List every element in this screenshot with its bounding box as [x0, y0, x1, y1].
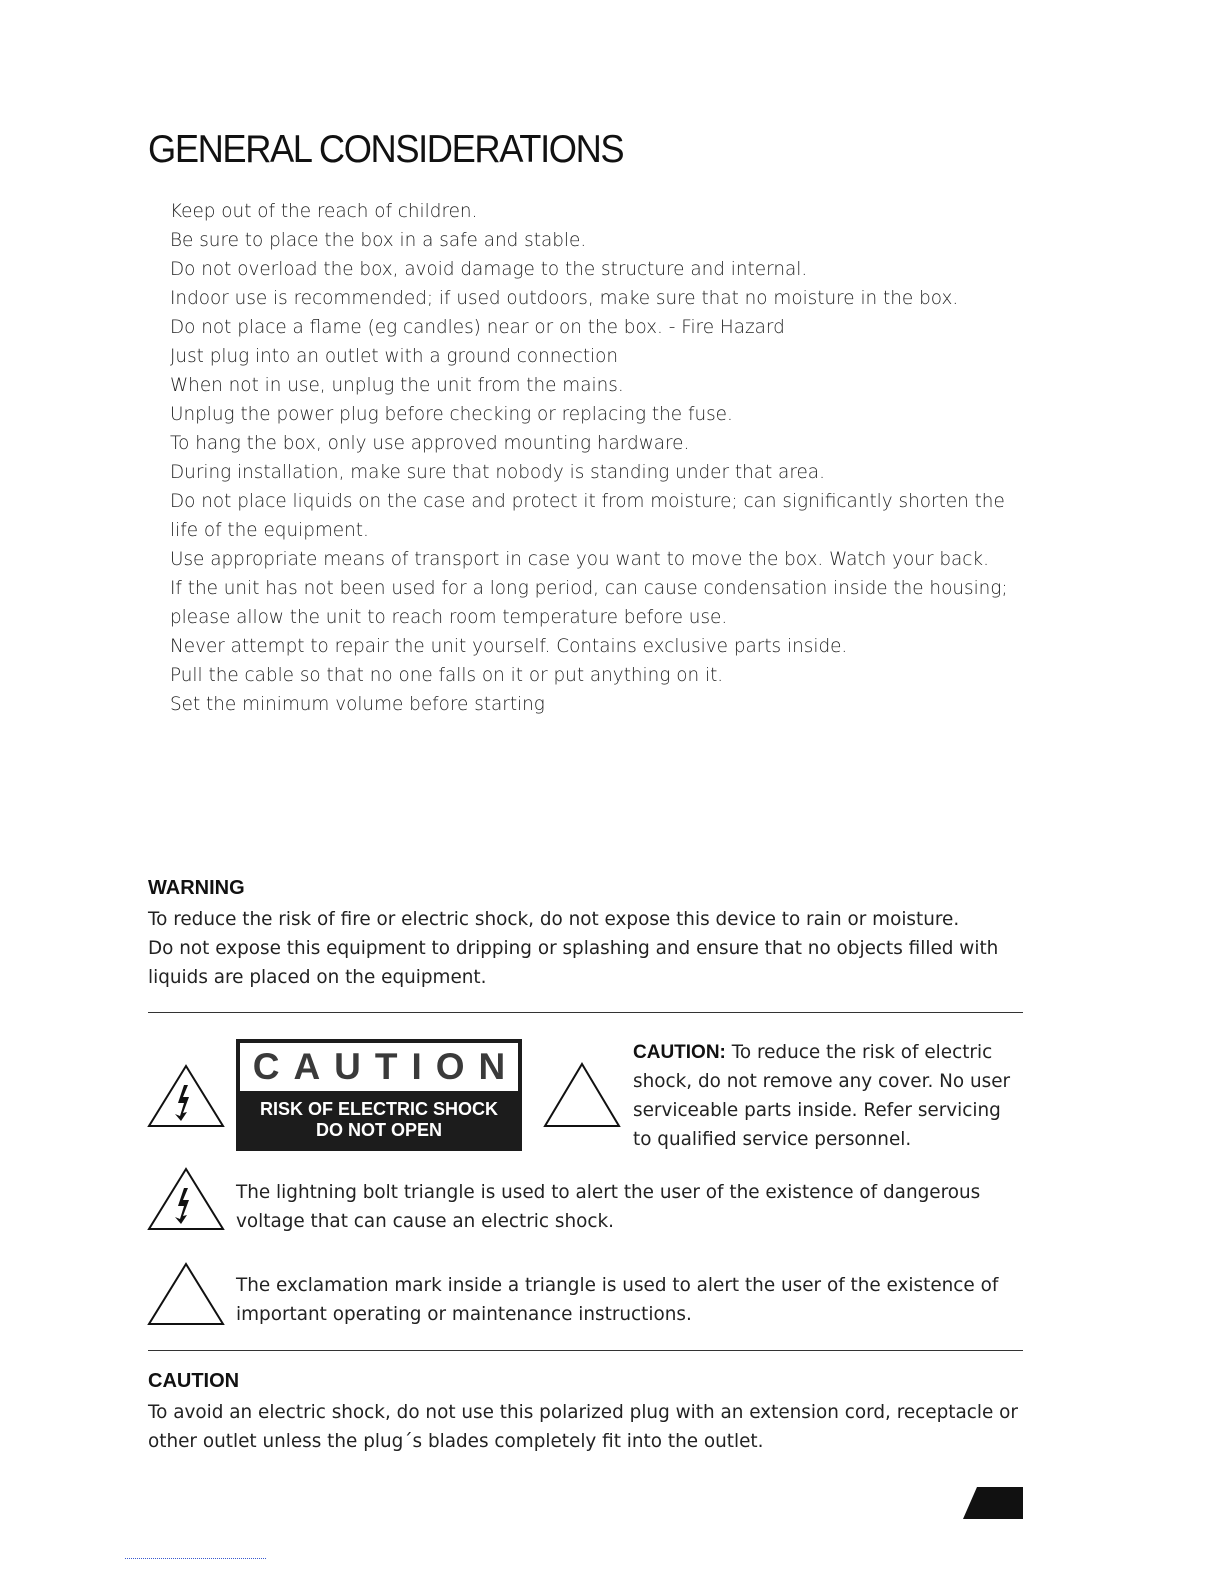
caution-side-bold: CAUTION:	[633, 1042, 726, 1063]
caution-label-header	[240, 1043, 518, 1091]
list-item: If the unit has not been used for a long period, can cause condensation inside the housing; please allow the unit to reach room temperature before use.	[170, 578, 1008, 628]
divider	[148, 1350, 1023, 1351]
lightning-triangle-icon	[147, 1063, 225, 1129]
list-item: Indoor use is recommended; if used outdoors, make sure that no moisture in the box.	[170, 288, 959, 309]
list-item: Be sure to place the box in a safe and stable.	[170, 230, 587, 251]
caution-label-subtitle	[236, 1099, 522, 1141]
list-item: When not in use, unplug the unit from the mains.	[170, 375, 624, 396]
caution-label	[236, 1039, 522, 1151]
list-item: Set the minimum volume before starting	[170, 694, 545, 715]
caution-side-text	[633, 1038, 1023, 1154]
caution-label-line-2: DO NOT OPEN	[315, 1120, 442, 1140]
caution-plug-text: To avoid an electric shock, do not use this polarized plug with an extension cord, receptacle or other outlet unless the plug´s blades completely fit into the outlet.	[148, 1402, 1018, 1452]
warning-text-1: To reduce the risk of fire or electric shock, do not expose this device to rain or moisture.	[148, 909, 960, 930]
caution-label-line-1: RISK OF ELECTRIC SHOCK	[259, 1099, 498, 1119]
considerations-list	[170, 197, 1040, 719]
list-item: Unplug the power plug before checking or replacing the fuse.	[170, 404, 733, 425]
list-item: Do not place liquids on the case and protect it from moisture; can significantly shorten the life of the equipment.	[170, 491, 1005, 541]
caution-heading: CAUTION	[148, 1370, 240, 1392]
list-item: Keep out of the reach of children.	[170, 201, 478, 222]
list-item: Do not overload the box, avoid damage to the structure and internal.	[170, 259, 808, 280]
exclamation-description: The exclamation mark inside a triangle is used to alert the user of the existence of important operating or maintenance instructions.	[236, 1275, 999, 1325]
warning-text-2: Do not expose this equipment to dripping or splashing and ensure that no objects filled with liquids are placed on the equipment.	[148, 938, 999, 988]
exclamation-triangle-icon	[542, 1061, 622, 1129]
lightning-description: The lightning bolt triangle is used to alert the user of the existence of dangerous voltage that can cause an electric shock.	[236, 1182, 981, 1232]
dotted-underline	[125, 1558, 266, 1559]
list-item: Never attempt to repair the unit yourself. Contains exclusive parts inside.	[170, 636, 848, 657]
list-item: To hang the box, only use approved mounting hardware.	[170, 433, 690, 454]
list-item: Do not place a flame (eg candles) near or on the box. - Fire Hazard	[170, 317, 785, 338]
list-item: Use appropriate means of transport in case you want to move the box. Watch your back.	[170, 549, 989, 570]
divider	[148, 1012, 1023, 1013]
lightning-triangle-icon	[147, 1166, 225, 1232]
list-item: During installation, make sure that nobody is standing under that area.	[170, 462, 825, 483]
list-item: Just plug into an outlet with a ground connection	[170, 346, 619, 367]
page-title: GENERAL CONSIDERATIONS	[148, 128, 624, 171]
caution-label-word: CAUTION	[252, 1046, 520, 1087]
caution-side-body: To reduce the risk of electric shock, do not remove any cover. No user serviceable parts inside. Refer servicing to qualified service personnel.	[633, 1042, 1011, 1150]
exclamation-triangle-icon	[147, 1261, 225, 1327]
list-item: Pull the cable so that no one falls on it or put anything on it.	[170, 665, 724, 686]
page-corner-tab	[963, 1487, 1023, 1519]
warning-heading: WARNING	[148, 877, 245, 899]
